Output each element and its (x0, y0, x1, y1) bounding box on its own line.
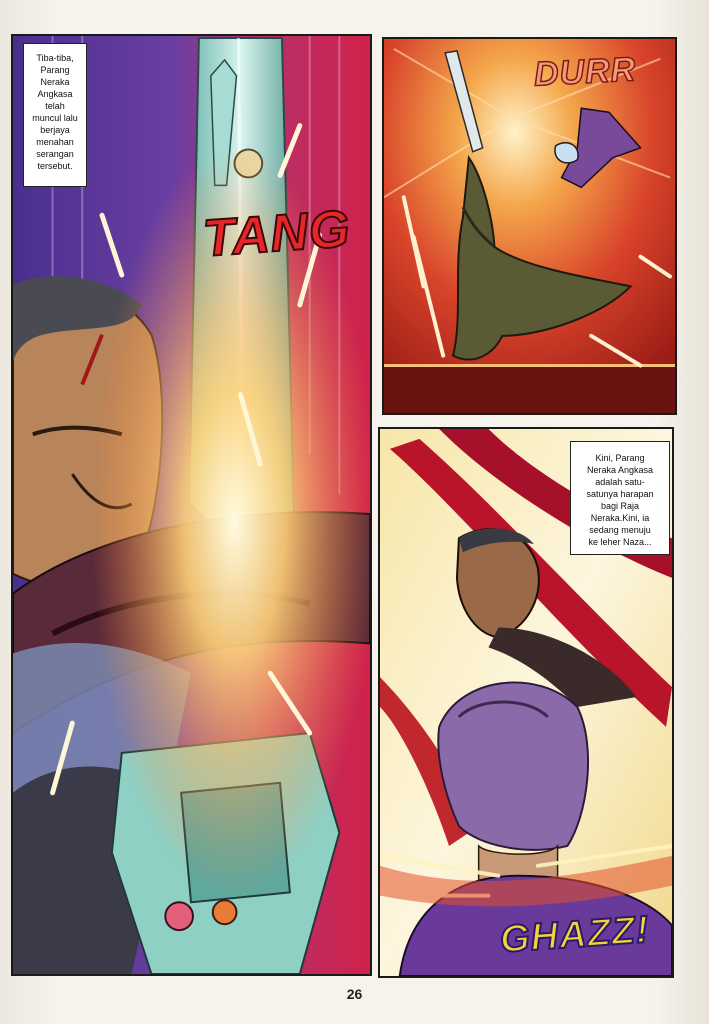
panel-2 (382, 37, 677, 415)
sound-effect-ghazz: GHAZZ! (498, 908, 651, 962)
caption-line: menahan (36, 137, 74, 147)
caption-line: Kini, Parang (595, 453, 645, 463)
panel-3 (378, 427, 674, 978)
sound-effect-durr: DURR (533, 50, 638, 94)
caption-line: Angkasa (37, 89, 73, 99)
caption-line: bagi Raja (600, 501, 640, 511)
narration-caption (23, 43, 87, 187)
caption-line: sedang menuju (589, 525, 651, 535)
caption-line: satunya harapan (586, 489, 654, 499)
caption-line: Parang (40, 65, 70, 75)
narration-caption (570, 441, 670, 555)
caption-line: Neraka (40, 77, 70, 87)
caption-line: Neraka Angkasa (586, 465, 654, 475)
caption-line: muncul lalu (32, 113, 78, 123)
caption-line: ke leher Naza... (588, 537, 652, 547)
caption-line: Neraka.Kini, ia (590, 513, 650, 523)
caption-line: Tiba-tiba, (36, 53, 74, 63)
caption-line: adalah satu- (595, 477, 645, 487)
caption-line: serangan (36, 149, 74, 159)
panel-2-art (384, 39, 675, 413)
caption-line: tersebut. (37, 161, 73, 171)
panel-1 (11, 34, 372, 976)
page-number: 26 (346, 986, 363, 1002)
sound-effect-tang: TANG (201, 199, 353, 269)
caption-line: telah (45, 101, 65, 111)
caption-line: berjaya (40, 125, 70, 135)
